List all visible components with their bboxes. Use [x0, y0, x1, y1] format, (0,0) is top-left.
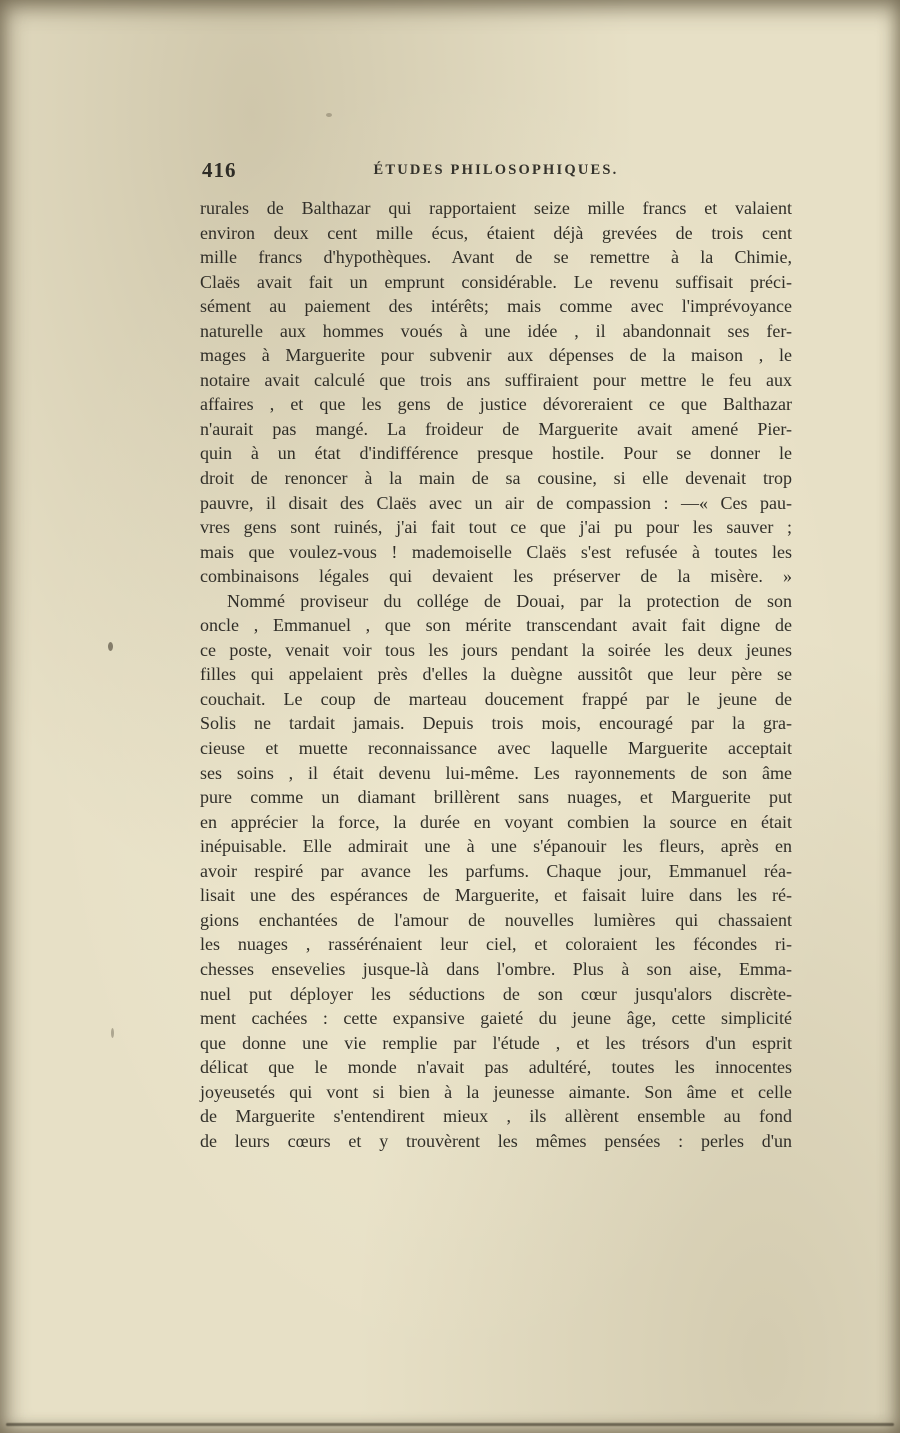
text-line: combinaisons légales qui devaient les préserver de la misère. »: [200, 566, 792, 587]
text-line: mais que voulez-vous ! mademoiselle Claës s'est refusée à toutes les: [200, 541, 792, 562]
running-header: ÉTUDES PHILOSOPHIQUES.: [373, 162, 619, 178]
text-line: ses soins , il était devenu lui-même. Les rayonnements de son âme: [200, 762, 792, 783]
paragraph: [200, 589, 792, 1154]
text-line: affaires , et que les gens de justice dévoreraient ce que Balthazar: [200, 394, 792, 415]
text-line: quin à un état d'indifférence presque hostile. Pour se donner le: [200, 443, 792, 464]
text-line: ce poste, venait voir tous les jours pendant la soirée les deux jeunes: [200, 639, 792, 660]
page-header: [200, 158, 792, 184]
text-line: avoir respiré par avance les parfums. Chaque jour, Emmanuel réa-: [200, 860, 792, 881]
text-line: environ deux cent mille écus, étaient déjà grevées de trois cent: [200, 222, 792, 243]
text-line: délicat que le monde n'avait pas adultéré, toutes les innocentes: [200, 1057, 792, 1078]
page-number: 416: [202, 158, 237, 182]
text-line: de leurs cœurs et y trouvèrent les mêmes pensées : perles d'un: [200, 1130, 792, 1151]
text-line: mille francs d'hypothèques. Avant de se remettre à la Chimie,: [200, 247, 792, 268]
text-line: naturelle aux hommes voués à une idée , il abandonnait ses fer-: [200, 320, 792, 341]
text-line: couchait. Le coup de marteau doucement frappé par le jeune de: [200, 688, 792, 709]
text-line: que donne une vie remplie par l'étude , et les trésors d'un esprit: [200, 1032, 792, 1053]
text-line: pauvre, il disait des Claës avec un air de compassion : —« Ces pau-: [200, 492, 792, 513]
text-line: notaire avait calculé que trois ans suffiraient pour mettre le feu aux: [200, 369, 792, 390]
text-line: droit de renoncer à la main de sa cousine, si elle devenait trop: [200, 468, 792, 489]
paragraph: [200, 196, 792, 589]
text-line: de Marguerite s'entendirent mieux , ils allèrent ensemble au fond: [200, 1106, 792, 1127]
text-line: lisait une des espérances de Marguerite, et faisait luire dans les ré-: [200, 885, 792, 906]
scan-artifact: [108, 642, 113, 651]
text-line: joyeusetés qui vont si bien à la jeunesse aimante. Son âme et celle: [200, 1081, 792, 1102]
text-line: Solis ne tardait jamais. Depuis trois mois, encouragé par la gra-: [200, 713, 792, 734]
text-line: cieuse et muette reconnaissance avec laquelle Marguerite acceptait: [200, 738, 792, 759]
text-line: filles qui appelaient près d'elles la duègne aussitôt que leur père se: [200, 664, 792, 685]
text-line: sément au paiement des intérêts; mais comme avec l'imprévoyance: [200, 296, 792, 317]
scan-artifact: [111, 1028, 114, 1038]
text-line: chesses ensevelies jusque-là dans l'ombre. Plus à son aise, Emma-: [200, 958, 792, 979]
text-line: mages à Marguerite pour subvenir aux dépenses de la maison , le: [200, 345, 792, 366]
text-line: oncle , Emmanuel , que son mérite transcendant avait fait digne de: [200, 615, 792, 636]
text-line: en apprécier la force, la durée en voyant combien la source en était: [200, 811, 792, 832]
text-line: n'aurait pas mangé. La froideur de Marguerite avait amené Pier-: [200, 418, 792, 439]
text-line: vres gens sont ruinés, j'ai fait tout ce que j'ai pu pour les sauver ;: [200, 517, 792, 538]
text-line: gions enchantées de l'amour de nouvelles lumières qui chassaient: [200, 909, 792, 930]
scan-artifact: [326, 113, 332, 117]
text-line: inépuisable. Elle admirait une à une s'épanouir les fleurs, après en: [200, 836, 792, 857]
text-line: Claës avait fait un emprunt considérable. Le revenu suffisait préci-: [200, 271, 792, 292]
text-line: rurales de Balthazar qui rapportaient seize mille francs et valaient: [200, 198, 792, 218]
text-line: Nommé proviseur du collége de Douai, par la protection de son: [227, 590, 792, 611]
text-block: [200, 196, 792, 1153]
text-line: ment cachées : cette expansive gaieté du jeune âge, cette simplicité: [200, 1008, 792, 1029]
text-line: pure comme un diamant brillèrent sans nuages, et Marguerite put: [200, 787, 792, 808]
text-line: les nuages , rassérénaient leur ciel, et coloraient les fécondes ri-: [200, 934, 792, 955]
text-line: nuel put déployer les séductions de son cœur jusqu'alors discrète-: [200, 983, 792, 1004]
